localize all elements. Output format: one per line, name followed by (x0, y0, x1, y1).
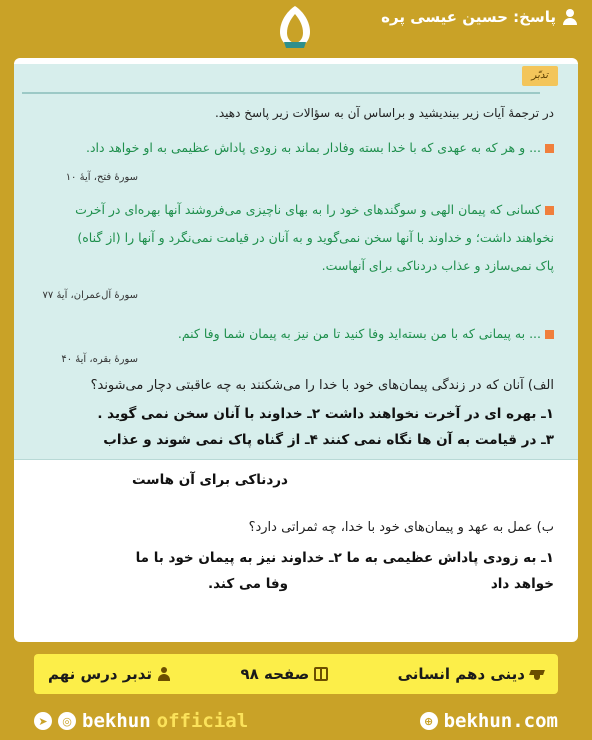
footer-page-text: صفحه ۹۸ (240, 665, 310, 683)
social-handle[interactable] (34, 710, 248, 732)
instruction-text: در ترجمهٔ آیات زیر بیندیشید و براساس آن به سؤالات زیر پاسخ دهید. (215, 106, 554, 120)
question-a: الف) آنان که در زندگی پیمان‌های خود با خدا را می‌شکنند به چه عاقبتی دچار می‌شوند؟ (90, 378, 554, 393)
bottom-bar (0, 702, 592, 740)
verse-2 (75, 202, 554, 217)
globe-icon: ⊕ (420, 712, 438, 730)
footer-lesson (48, 665, 171, 683)
verse-1-reference: سورهٔ فتح، آیهٔ ۱۰ (65, 172, 138, 183)
section-tag: تدبّر (522, 66, 558, 86)
bekhun-logo (268, 2, 322, 52)
footer-course (398, 665, 544, 683)
handle-main-text: bekhun (82, 710, 151, 732)
question-b: ب) عمل به عهد و پیمان‌های خود با خدا، چه ثمراتی دارد؟ (248, 520, 554, 535)
textbook-panel (14, 64, 578, 460)
instagram-icon[interactable]: ◎ (58, 712, 76, 730)
answer-a-line-3: دردناکی برای آن هاست (132, 472, 288, 488)
worksheet-card (14, 58, 578, 642)
telegram-icon[interactable]: ➤ (34, 712, 52, 730)
verse-1 (86, 140, 554, 155)
footer-page (240, 665, 328, 683)
bullet-square-icon (545, 206, 554, 215)
answer-b-line-2b: وفا می کند. (207, 576, 288, 592)
graduation-cap-icon (530, 667, 544, 681)
answer-a-line-2: ۳ـ در قیامت به آن ها نگاه نمی کنند ۴ـ از گناه پاک نمی شوند و عذاب (103, 432, 554, 448)
answerer-text: پاسخ: حسین عیسی پره (381, 8, 556, 26)
answer-b-line-1: ۱ـ به زودی پاداش عظیمی به ما ۲ـ خداوند نیز به پیمان خود با ما (135, 550, 554, 566)
verse-3-text: ... به پیمانی که با من بسته‌اید وفا کنید تا من نیز به پیمان شما وفا کنم. (177, 326, 541, 341)
verse-2-reference: سورهٔ آل‌عمران، آیهٔ ۷۷ (42, 290, 138, 301)
verse-2-line-2: نخواهند داشت؛ و خداوند با آنها سخن نمی‌گوید و به آنان در قیامت نمی‌نگرد و آنها را (از گناه) (77, 230, 554, 245)
verse-2-line-3: پاک نمی‌سازد و عذاب دردناکی برای آنهاست. (321, 258, 554, 273)
answer-a-line-1: ۱ـ بهره ای در آخرت نخواهند داشت ۲ـ خداوند با آنان سخن نمی گوید . (97, 406, 554, 422)
verse-3-reference: سورهٔ بقره، آیهٔ ۴۰ (61, 354, 138, 365)
person-icon (157, 667, 171, 681)
top-bar (0, 0, 592, 62)
verse-1-text: ... و هر که به عهدی که با خدا بسته وفادار بماند به زودی پاداش عظیمی به او خواهد داد. (86, 140, 541, 155)
book-icon (314, 667, 328, 681)
answer-b-line-2a: خواهد داد (490, 576, 554, 592)
website-link[interactable] (420, 710, 558, 732)
verse-2-line-1: کسانی که پیمان الهی و سوگندهای خود را به بهای ناچیزی می‌فروشند آنها بهره‌ای در آخرت (75, 202, 541, 217)
footer-lesson-text: تدبر درس نهم (48, 665, 153, 683)
verse-3 (178, 326, 554, 341)
user-icon (562, 9, 578, 25)
section-ribbon (22, 78, 540, 94)
handle-accent-text: official (156, 710, 249, 732)
footer-bar (34, 654, 558, 694)
bullet-square-icon (545, 330, 554, 339)
answerer-label (381, 8, 578, 26)
footer-course-text: دینی دهم انسانی (397, 665, 525, 683)
website-text: bekhun.com (443, 710, 558, 732)
bullet-square-icon (545, 144, 554, 153)
